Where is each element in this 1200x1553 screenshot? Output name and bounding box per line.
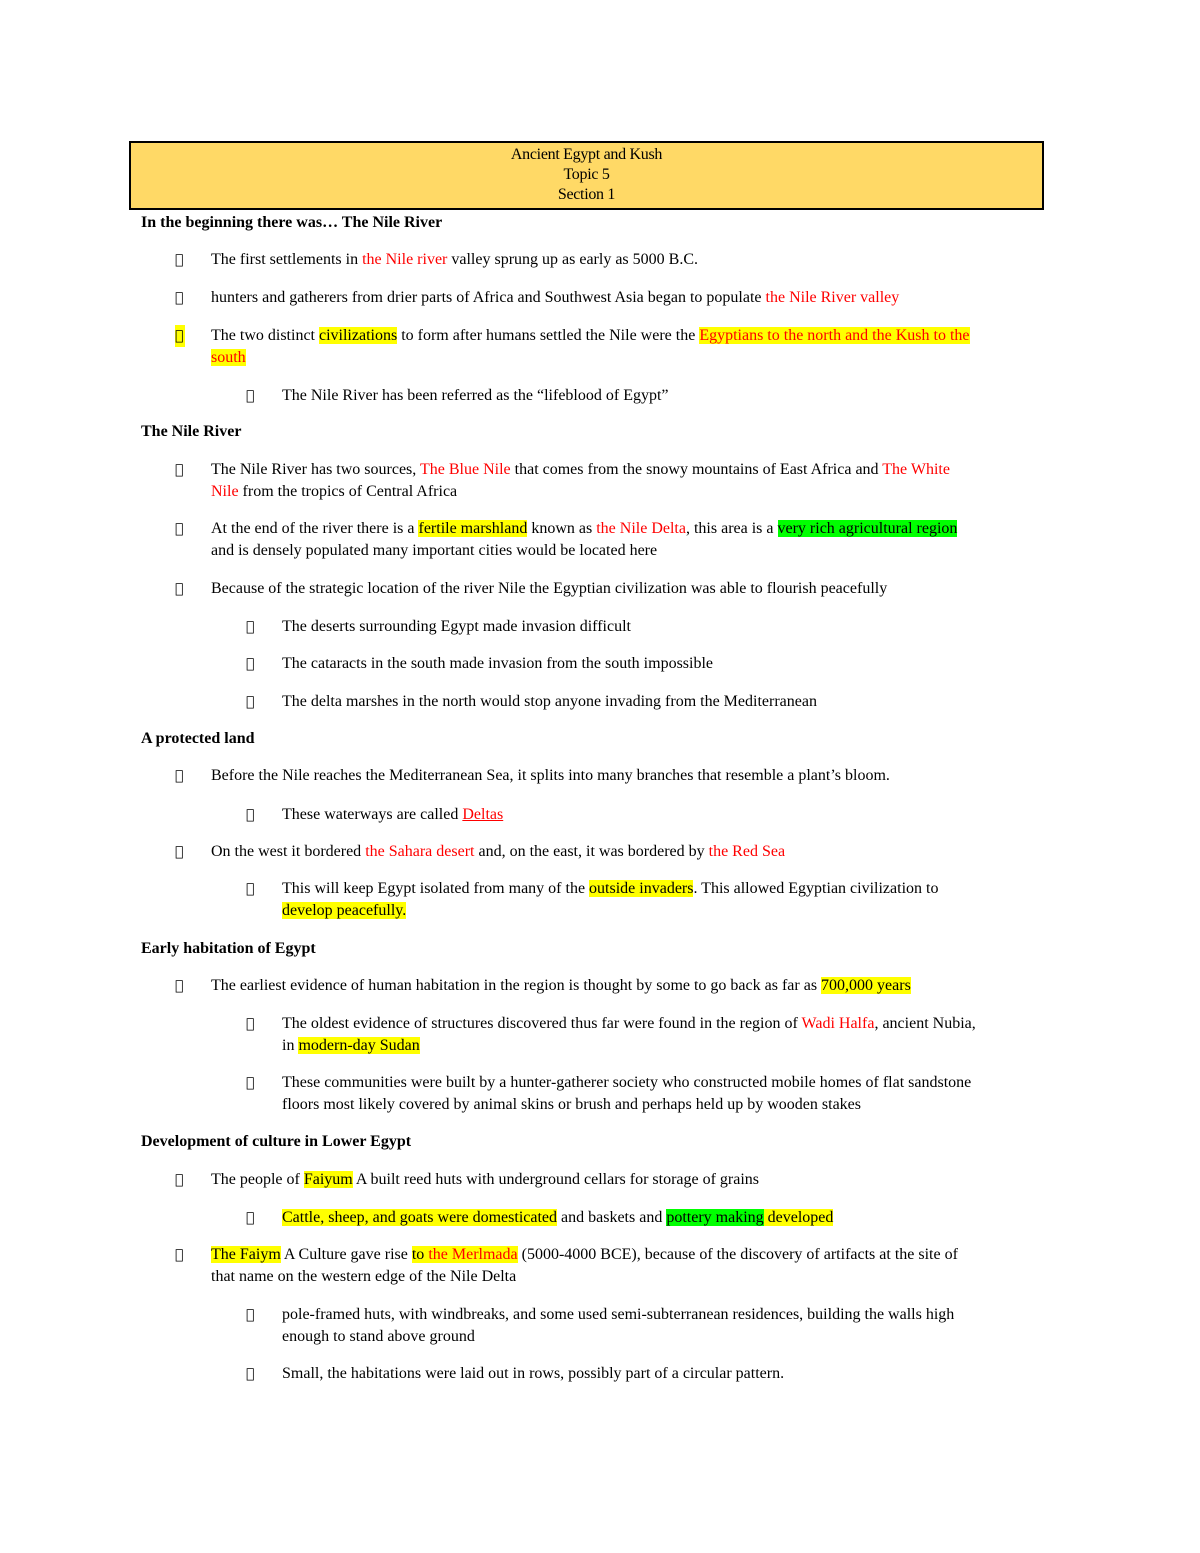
item-text: Small, the habitations were laid out in rows, possibly part of a circular pattern.	[282, 1365, 785, 1382]
item-text: hunters and gatherers from drier parts of Africa and Southwest Asia began to populate	[211, 289, 766, 306]
highlight-red-text: Egyptians to the north and the Kush to the	[699, 327, 970, 344]
item-text: pole-framed huts, with windbreaks, and some used semi-subterranean residences, building the walls high	[282, 1306, 955, 1323]
highlight-text: The Faiym	[211, 1246, 281, 1263]
bullet-icon	[246, 1013, 256, 1035]
item-text: The Nile River has been referred as the “lifeblood of Egypt”	[282, 387, 669, 404]
item-text: from the tropics of Central Africa	[238, 483, 458, 500]
item-text: (5000-4000 BCE), because of the discovery of artifacts at the site of	[517, 1246, 958, 1263]
item-text: The two distinct	[211, 327, 319, 344]
bullet-icon	[246, 1072, 256, 1094]
section-heading: Early habitation of Egypt	[141, 940, 316, 957]
bullet-icon	[175, 325, 185, 347]
title-box	[129, 141, 1044, 210]
section-heading: In the beginning there was… The Nile River	[141, 214, 443, 231]
bullet-icon	[246, 878, 256, 900]
bullet-icon	[246, 1363, 256, 1385]
item-text: The earliest evidence of human habitation in the region is thought by some to go back as far as	[211, 977, 822, 994]
item-red-text: Deltas	[462, 806, 504, 823]
item-text: The first settlements in	[211, 251, 363, 268]
item-text: that name on the western edge of the Nile Delta	[211, 1268, 517, 1285]
item-text: known as	[527, 520, 597, 537]
item-text: to form after humans settled the Nile were the	[397, 327, 700, 344]
highlight-text: 700,000 years	[821, 977, 911, 994]
item-red-text: Nile	[211, 483, 239, 500]
highlight-text: Faiyum	[303, 1171, 353, 1188]
bullet-icon	[246, 1304, 256, 1326]
item-text: valley sprung up as early as 5000 B.C.	[447, 251, 698, 268]
bullet-icon	[246, 1207, 256, 1229]
title-line-2: Topic 5	[563, 166, 610, 183]
item-text: , ancient Nubia,	[874, 1015, 976, 1032]
section-heading: The Nile River	[141, 423, 242, 440]
green-highlight-text: pottery making	[666, 1209, 764, 1226]
item-red-text: The Blue Nile	[420, 461, 511, 478]
bullet-icon	[175, 975, 185, 997]
item-text: The deserts surrounding Egypt made invasion difficult	[282, 618, 631, 635]
bullet-icon	[246, 691, 256, 713]
highlight-text: modern-day Sudan	[298, 1037, 420, 1054]
item-text: floors most likely covered by animal skins or brush and perhaps held up by wooden stakes	[282, 1096, 861, 1113]
item-text: that comes from the snowy mountains of East Africa and	[510, 461, 883, 478]
item-text: and baskets and	[557, 1209, 667, 1226]
bullet-icon	[175, 578, 185, 600]
section-heading: A protected land	[141, 730, 255, 747]
item-red-text: the Nile River valley	[765, 289, 900, 306]
highlight-text: civilizations	[318, 327, 398, 344]
item-text: Because of the strategic location of the river Nile the Egyptian civilization was able to flourish peacefully	[211, 580, 888, 597]
item-red-text: the Nile river	[362, 251, 448, 268]
bullet-icon	[175, 1169, 185, 1191]
highlight-text: Cattle, sheep, and goats were domesticated	[282, 1209, 558, 1226]
section-heading: Development of culture in Lower Egypt	[141, 1133, 412, 1150]
bullet-icon	[175, 518, 185, 540]
item-red-text: The White	[882, 461, 950, 478]
item-text: and, on the east, it was bordered by	[474, 843, 709, 860]
item-red-text: the Sahara desert	[365, 843, 475, 860]
highlight-text: develop peacefully.	[282, 902, 407, 919]
bullet-icon	[246, 385, 256, 407]
item-text: This will keep Egypt isolated from many of the	[282, 880, 590, 897]
title-line-3: Section 1	[557, 186, 616, 203]
item-text: These communities were built by a hunter-gatherer society who constructed mobile homes of flat sandstone	[282, 1074, 972, 1091]
bullet-icon	[246, 616, 256, 638]
item-text: A built reed huts with underground cellars for storage of grains	[352, 1171, 760, 1188]
bullet-icon	[175, 249, 185, 271]
item-text: The oldest evidence of structures discovered thus far were found in the region of	[282, 1015, 802, 1032]
highlight-red-text: south	[211, 349, 246, 366]
highlight-text: to	[411, 1246, 429, 1263]
title-line-1: Ancient Egypt and Kush	[510, 146, 663, 163]
item-text: These waterways are called	[282, 806, 463, 823]
item-red-text: the Nile Delta	[596, 520, 686, 537]
green-highlight-text: very rich agricultural region	[777, 520, 958, 537]
item-text: The delta marshes in the north would stop anyone invading from the Mediterranean	[282, 693, 817, 710]
item-text: Before the Nile reaches the Mediterranean Sea, it splits into many branches that resemble a plant’s bloom.	[211, 767, 890, 784]
bullet-icon	[175, 841, 185, 863]
item-text: The cataracts in the south made invasion from the south impossible	[282, 655, 714, 672]
item-text: A Culture gave rise	[280, 1246, 412, 1263]
bullet-icon	[246, 804, 256, 826]
bullet-icon	[175, 765, 185, 787]
item-text: The people of	[211, 1171, 304, 1188]
highlight-text: developed	[763, 1209, 834, 1226]
item-text: , this area is a	[685, 520, 778, 537]
bullet-icon	[175, 287, 185, 309]
item-text: The Nile River has two sources,	[211, 461, 420, 478]
bullet-icon	[175, 459, 185, 481]
highlight-text: outside invaders	[589, 880, 694, 897]
item-text: . This allowed Egyptian civilization to	[693, 880, 939, 897]
highlight-text: fertile marshland	[418, 520, 528, 537]
bullet-icon	[246, 653, 256, 675]
item-text: On the west it bordered	[211, 843, 366, 860]
item-red-text: Wadi Halfa	[801, 1015, 875, 1032]
item-text: in	[282, 1037, 299, 1054]
bullet-icon	[175, 1244, 185, 1266]
item-text: enough to stand above ground	[282, 1328, 475, 1345]
item-text: At the end of the river there is a	[211, 520, 419, 537]
item-red-text: the Red Sea	[708, 843, 786, 860]
highlight-red-text: the Merlmada	[428, 1246, 518, 1263]
item-text: and is densely populated many important cities would be located here	[211, 542, 658, 559]
